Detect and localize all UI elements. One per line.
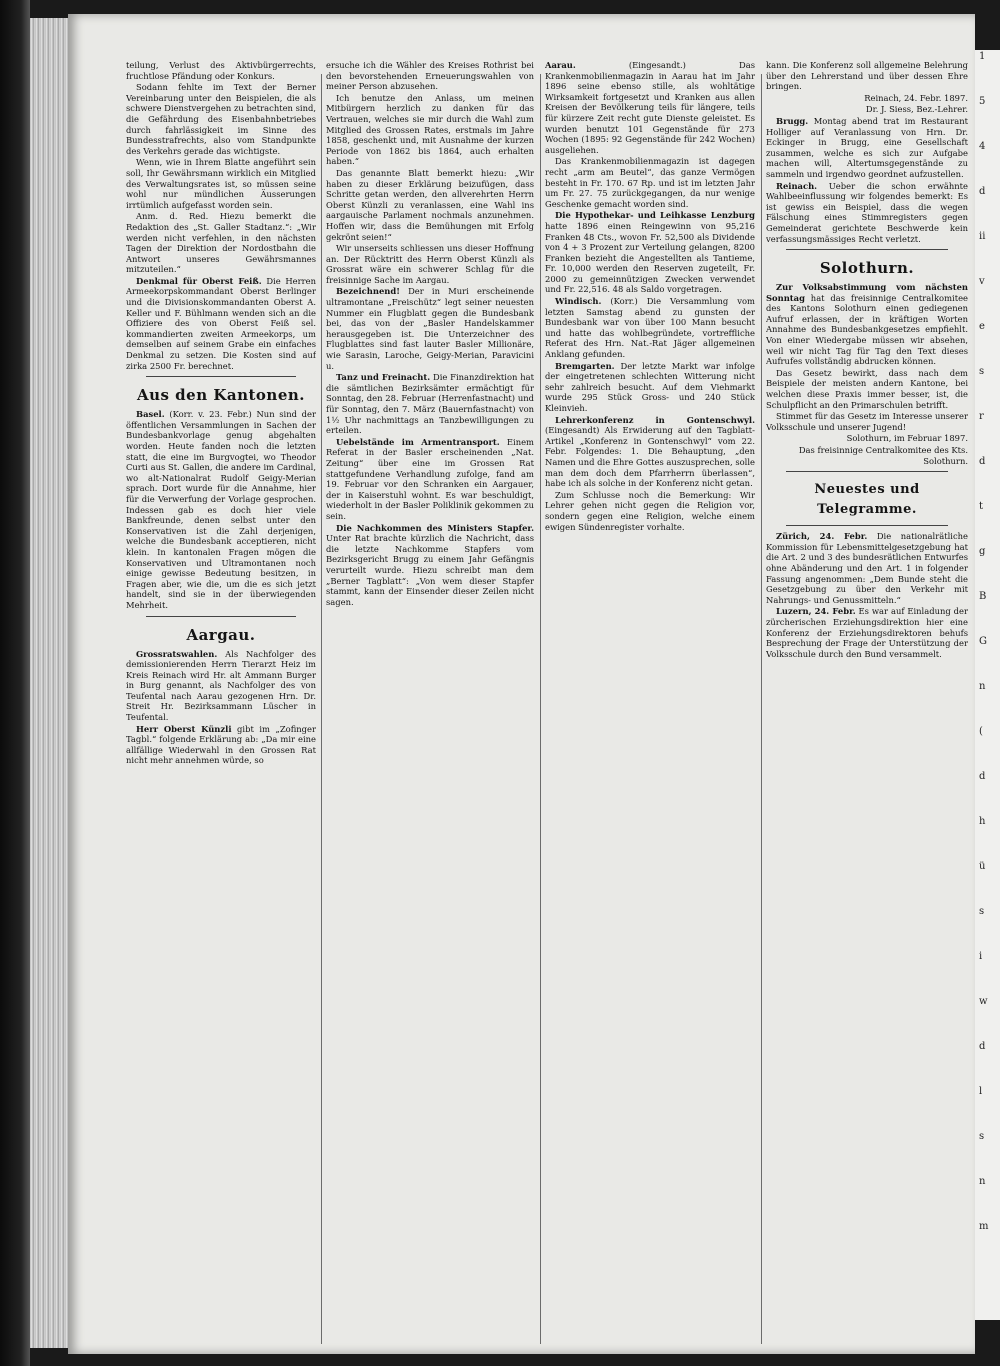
margin-mark: 1 [979, 51, 986, 62]
margin-mark: G [979, 636, 987, 647]
article-brugg [766, 116, 968, 180]
margin-mark: 4 [979, 141, 986, 152]
article-lead: Die Hypothekar- und Leihkasse Lenzburg [555, 210, 755, 221]
margin-mark: ii [979, 231, 986, 242]
margin-mark: s [979, 906, 985, 917]
article-text: Der in Muri erscheinende ultramontane „Freischütz“ legt seiner neuesten Nummer ein Flugblatt gegen die Bundesbank bei, das von der „Basler Handelskammer herausgegeben ist. Die Unterzeichner des Flugblattes sind fast lauter Basler Millionäre, wie Sarasin, Laroche, Geigy-Merian, Paravicini u. [326, 286, 534, 371]
article-windisch [545, 296, 755, 360]
paragraph: teilung, Verlust des Aktivbürgerrechts, fruchtlose Pfändung oder Konkurs. [126, 60, 316, 81]
article-lead: Reinach. [776, 180, 818, 191]
article-lead: Uebelstände im Armentransport. [336, 436, 500, 447]
article-text: (Eingesandt) Als Erwiderung auf den Tagblatt-Artikel „Konferenz in Gontenschwyl“ vom 22. Febr. Folgendes: 1. Die Behauptung, „den Namen und die Ehre Gottes auszusprechen, solle man dem doch dem Pfarrherrn überlassen“, habe ich als solche in der Konferenz nicht getan. [545, 425, 755, 489]
margin-mark: e [979, 321, 985, 332]
article-text: hatte 1896 einen Reingewinn von 95,216 Franken 48 Cts., wovon Fr. 52,500 als Dividende von 4 + 3 Prozent zur Verteilung gelangen, 8200 Franken bezieht die Angestellten als Tantieme, Fr. 10,000 werden den Reserven zugeteilt, Fr. 2000 zu gemeinnützigen Zwecken verwendet und Fr. 22,516. 48 als Saldo vorgetragen. [545, 220, 755, 295]
margin-mark: n [979, 1176, 986, 1187]
margin-mark: d [979, 186, 986, 197]
signature-committee: Das freisinnige Centralkomitee des Kts. Solothurn. [798, 445, 968, 466]
article-tanz [326, 372, 534, 436]
margin-mark: ( [979, 726, 983, 737]
paragraph: Das Krankenmobilienmagazin ist dagegen recht „arm am Beutel“, das ganze Vermögen besteht in Fr. 170. 67 Rp. und ist im letzten Jahr um Fr. 27. 75 zurückgegangen, da nur wenige Geschenke gemacht worden sind. [545, 156, 755, 209]
margin-mark: ü [979, 861, 986, 872]
paragraph: Sodann fehlte im Text der Berner Vereinbarung unter den Beispielen, die als schwere Dienstvergehen zu betrachten sind, die Gefährdung des Eisenbahnbetriebes durch fahrlässigkeit im Sinne des Bundesstrafrechts, also vom Standpunkte des Verkehrs gerade das wichtigste. [126, 82, 316, 156]
divider [146, 376, 296, 377]
margin-mark: l [979, 1086, 983, 1097]
margin-mark: d [979, 1041, 986, 1052]
article-text: Der letzte Markt war infolge der eingetretenen schlechten Witterung nicht sehr zahlreich besucht. Auf dem Viehmarkt wurde 295 Stück Gross- und 240 Stück Kleinvieh. [545, 360, 755, 413]
article-lead: Bezeichnend! [336, 286, 400, 297]
paragraph: Ich benutze den Anlass, um meinen Mitbürgern herzlich zu danken für das Vertrauen, welches sie mir durch die Wahl zum Mitglied des Grossen Rates, erstmals im Jahre 1858, geschenkt und, mit Ausnahme der kurzen Periode von 1862 bis 1864, auch erhalten haben.“ [326, 92, 534, 167]
paragraph: Anm. d. Red. Hiezu bemerkt die Redaktion des „St. Galler Stadtanz.“: „Wir werden nicht verfehlen, in den nächsten Tagen der Direktion der Nordostbahn die Antwort unseres Gewährsmannes mitzuteilen.“ [126, 211, 316, 275]
paragraph: Das genannte Blatt bemerkt hiezu: „Wir haben zu dieser Erklärung beizufügen, dass Schritte getan werden, den allverehrten Herrn Oberst Künzli zu veranlassen, eine Wahl ins aargauische Parlament nochmals anzunehmen. Hoffen wir, dass die Bemühungen mit Erfolg gekrönt seien!“ [326, 167, 534, 242]
article-nachkommen [326, 523, 534, 608]
facing-page-strip [975, 50, 1000, 1320]
paragraph: kann. Die Konferenz soll allgemeine Belehrung über den Lehrerstand und über dessen Ehre bringen. [766, 60, 968, 92]
signature-date: Solothurn, im Februar 1897. [846, 433, 968, 444]
page-edges [30, 18, 70, 1348]
column-separator [761, 74, 762, 1344]
signature-date: Reinach, 24. Febr. 1897. [864, 92, 968, 103]
article-bremgarten [545, 361, 755, 414]
margin-mark: s [979, 1131, 985, 1142]
margin-mark: n [979, 681, 986, 692]
article-text: Die Herren Armeekorpskommandant Oberst Berlinger und die Divisionskommandanten Oberst A. Keller und F. Bühlmann wenden sich an die Offiziere des von Oberst Feiß sel. kommandierten zweiten Armeekorps, um demselben auf seinem Grabe ein einfaches Denkmal zu setzen. Die Kosten sind auf zirka 2500 Fr. berechnet. [126, 275, 316, 371]
column-2 [326, 60, 534, 1350]
article-lead: Denkmal für Oberst Feiß. [136, 275, 262, 286]
article-lead: Bremgarten. [555, 360, 615, 371]
margin-mark: d [979, 456, 986, 467]
margin-mark: w [979, 996, 988, 1007]
article-text: (Eingesandt.) Das Krankenmobilienmagazin in Aarau hat im Jahr 1896 seine ebenso stille, als wohltätige Wirksamkeit fortgesetzt und Kranken aus allen Kreisen der Bevölkerung teils für längere, teils für kürzere Zeit recht gute Dienste geleistet. Es wurden benutzt 101 Gegenstände für 273 Wochen (1895: 92 Gegenstände für 242 Wochen) ausgeliehen. [545, 60, 755, 155]
paragraph: Stimmet für das Gesetz im Interesse unserer Volksschule und unserer Jugend! [766, 411, 968, 432]
article-basel [126, 409, 316, 610]
article-lead: Basel. [136, 409, 165, 420]
column-4 [766, 60, 968, 1350]
column-3 [545, 60, 755, 1350]
article-text: Unter Rat brachte kürzlich die Nachricht, dass die letzte Nachkomme Stapfers vom Bezirksgericht Brugg zu einem Jahr Gefängnis verurteilt wurde. Hiezu schreibt man dem „Berner Tagblatt“: „Von wem dieser Stapfer stammt, kann der Einsender dieser Zeilen nicht sagen. [326, 533, 534, 607]
article-text: (Korr. v. 23. Febr.) Nun sind der öffentlichen Versammlungen in Sachen der Bundesbankvorlage genug abgehalten worden. Heute fanden noch die letzten statt, die eine im Burgvogtei, wo Theodor Curti aus St. Gallen, die andere im Cardinal, wo alt-Nationalrat Rudolf Geigy-Merian sprach. Dort wurde für die Annahme, hier für die Verwerfung der Vorlage gesprochen. Indessen gab es doch hier viele Bankfreunde, denen selbst unter den Konservativen ist die Zahl derjenigen, welche die Bundesbank acceptieren, nicht klein. In kantonalen Fragen mögen die Konservativen und Ultramontanen noch einige gewisse Bedeutung besitzen, in Fragen aber, wie die, um die es sich jetzt handelt, sind sie in der überwiegenden Mehrheit. [126, 409, 316, 610]
article-kuenzli [126, 724, 316, 766]
signature-name: Dr. J. Siess, Bez.-Lehrer. [865, 104, 968, 115]
article-luzern [766, 606, 968, 659]
paragraph: Wir unserseits schliessen uns dieser Hoffnung an. Der Rücktritt des Herrn Oberst Künzli als Grossrat wäre ein schwerer Schlag für die freisinnige Sache im Aargau. [326, 243, 534, 285]
margin-mark: t [979, 501, 984, 512]
article-text: Die Finanzdirektion hat die sämtlichen Bezirksämter ermächtigt für Sonntag, den 28. Februar (Herrenfastnacht) und für Sonntag, den 7. März (Bauernfastnacht) von 1½ Uhr nachmittags an Tanzbewilligungen zu erteilen. [326, 372, 534, 436]
margin-mark: m [979, 1221, 989, 1232]
article-armentransport [326, 437, 534, 522]
article-text: Montag abend trat im Restaurant Holliger auf Veranlassung von Hrn. Dr. Eckinger in Brugg, eine Gesellschaft zusammen, welche es sich zur Aufgabe machen will, Altertumsgegenstände zu sammeln und irgendwo geordnet aufzustellen. [766, 115, 968, 179]
section-heading-neuestes: Neuestes und Telegramme. [814, 482, 920, 518]
column-1 [126, 60, 316, 1350]
article-zuerich [766, 531, 968, 605]
article-lead: Zur Volksabstimmung vom nächsten Sonntag [766, 282, 968, 303]
article-denkmal [126, 276, 316, 371]
newspaper-page [68, 14, 975, 1354]
article-text: Die nationalrätliche Kommission für Lebensmittelgesetzgebung hat die Art. 2 und 3 des bundesrätlichen Entwurfes ohne Abänderung und den Art. 1 in folgender Fassung angenommen: „Dem Bunde steht die Gesetzgebung zu über den Verkehr mit Nahrungs- und Genussmitteln.“ [766, 531, 968, 605]
section-heading-kantone: Aus den Kantonen. [136, 386, 306, 405]
margin-mark: d [979, 771, 986, 782]
margin-mark: r [979, 411, 984, 422]
article-text: gibt im „Zofinger Tagbl.“ folgende Erklärung ab: „Da mir eine allfällige Wiederwahl in den Grossen Rat nicht mehr annehmen würde, so [126, 723, 316, 766]
divider [786, 525, 948, 526]
article-lead: Brugg. [776, 115, 809, 126]
article-lead: Tanz und Freinacht. [336, 372, 431, 383]
article-reinach [766, 181, 968, 245]
article-lead: Die Nachkommen des Ministers Stapfer. [336, 522, 534, 533]
article-lead: Luzern, 24. Febr. [776, 606, 856, 617]
article-text: hat das freisinnige Centralkomitee des Kantons Solothurn einen gediegenen Aufruf erlassen, der in kräftigen Worten Annahme des Bundesbankgesetzes empfiehlt. Von einer Wiedergabe müssen wir absehen, weil wir nicht Tag für Tag den Text dieses Aufrufes vollständig abdrucken können. [766, 292, 968, 367]
article-lead: Zürich, 24. Febr. [776, 531, 868, 542]
margin-mark: 5 [979, 96, 986, 107]
divider [786, 471, 948, 472]
margin-mark: B [979, 591, 987, 602]
column-separator [321, 74, 322, 1344]
paragraph: Das Gesetz bewirkt, dass nach dem Beispiele der meisten andern Kantone, bei welchen diese Praxis immer besser, ist, die Schulpflicht an den Primarschulen betrifft. [766, 367, 968, 410]
article-text: (Korr.) Die Versammlung vom letzten Samstag abend zu gunsten der Bundesbank war von über 100 Mann besucht und hatte das wohlbegründete, vortreffliche Referat des Hrn. Nat.-Rat Jäger allgemeinen Anklang gefunden. [545, 296, 755, 360]
article-text: Es war auf Einladung der zürcherischen Erziehungsdirektion hier eine Konferenz der Erziehungsdirektoren behufs Besprechung der Frage der Unterstützung der Volksschule durch den Bund versammelt. [766, 606, 968, 659]
article-hypothekar [545, 210, 755, 295]
article-bezeichnend [326, 286, 534, 371]
divider [146, 616, 296, 617]
article-lead: Grossratswahlen. [136, 648, 218, 659]
article-aarau [545, 60, 755, 155]
article-lead: Aarau. [545, 60, 576, 70]
margin-mark: i [979, 951, 983, 962]
article-volksabstimmung [766, 282, 968, 367]
article-lead: Herr Oberst Künzli [136, 723, 232, 734]
margin-mark: s [979, 366, 985, 377]
article-text: Ueber die schon erwähnte Wahlbeeinflussung wir folgendes bemerkt: Es ist gewiss ein Beispiel, dass die wegen Fälschung eines Stimmregisters gegen Gemeinderat gerichtete Beschwerde kein verfassungsmässiges Recht verletzt. [766, 180, 968, 244]
article-lead: Windisch. [555, 296, 602, 307]
section-heading-solothurn: Solothurn. [819, 259, 915, 278]
article-grossratswahlen [126, 649, 316, 723]
paragraph: ersuche ich die Wähler des Kreises Rothrist bei den bevorstehenden Erneuerungswahlen von meiner Person abzusehen. [326, 60, 534, 92]
article-lead: Lehrerkonferenz in Gontenschwyl. [555, 414, 755, 425]
paragraph: Wenn, wie in Ihrem Blatte angeführt sein soll, Ihr Gewährsmann wirklich ein Mitglied des Verwaltungsrates ist, so müssen seine wohl nur mündlichen Äusserungen irrtümlich aufgefasst worden sein. [126, 157, 316, 210]
section-heading-aargau: Aargau. [186, 625, 256, 644]
book-binding [0, 0, 30, 1366]
paragraph: Zum Schlusse noch die Bemerkung: Wir Lehrer gehen nicht gegen die Religion vor, sondern gegen eine Religion, welche einem ewigen Sündenregister vorhalte. [545, 489, 755, 532]
article-text: Als Nachfolger des demissionierenden Herrn Tierarzt Heiz im Kreis Reinach wird Hr. alt Ammann Burger in Burg genannt, als Nachfolger des von Teufental nach Aarau gezogenen Hrn. Dr. Streit Hr. Bezirksammann Lüscher in Teufental. [126, 648, 316, 723]
margin-mark: g [979, 546, 986, 557]
margin-mark: h [979, 816, 986, 827]
column-separator [540, 74, 541, 1344]
article-text: Einem Referat in der Basler erscheinenden „Nat. Zeitung“ über eine im Grossen Rat stattgefundene Verhandlung zufolge, fand am 19. Februar vor den Schranken ein Aargauer, der in Kaiserstuhl wohnt. Es war beschuldigt, wiederholt in der Basler Poliklinik gekommen zu sein. [326, 436, 534, 521]
divider [786, 249, 948, 250]
article-lehrerkonferenz [545, 415, 755, 489]
margin-mark: v [979, 276, 985, 287]
